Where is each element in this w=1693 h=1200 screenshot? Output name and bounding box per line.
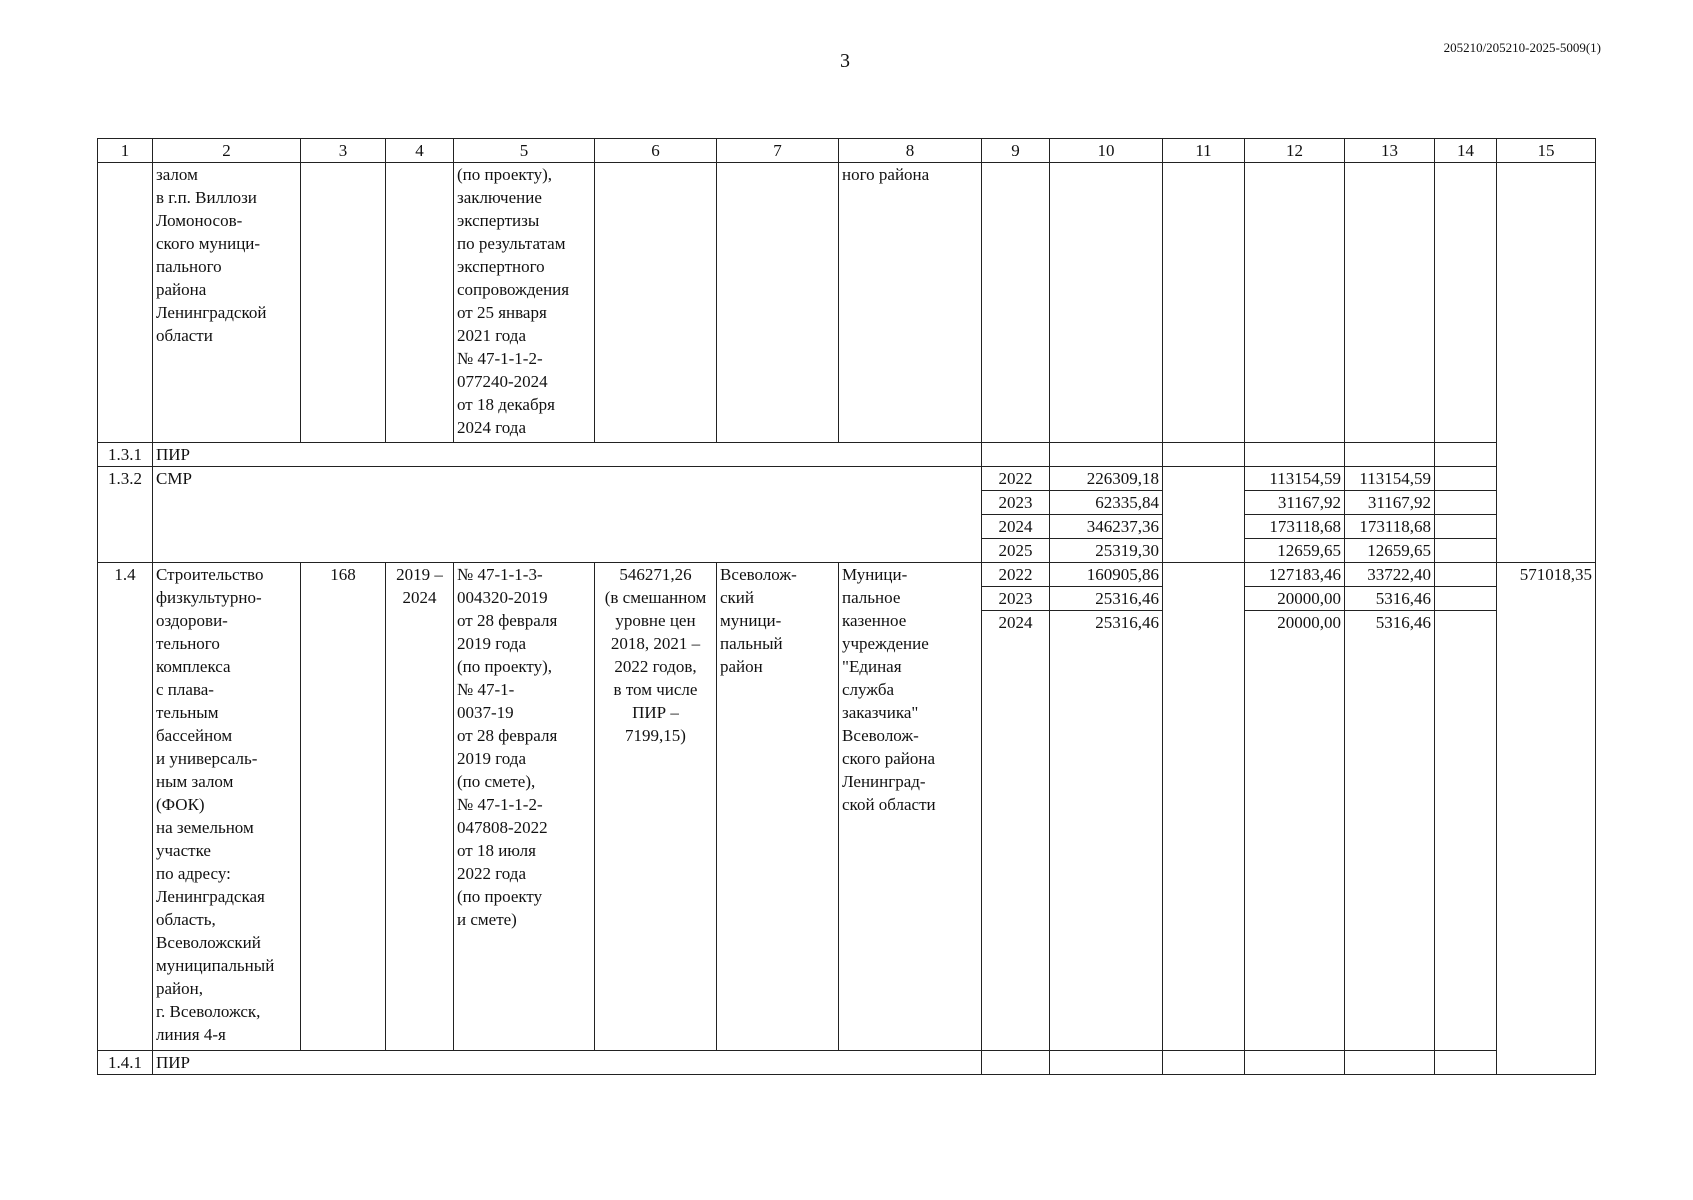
continuation-row	[98, 163, 1596, 443]
customer-cell: Муници- пальное казенное учреждение "Единая служба заказчика" Всеволож- ского района Ленинград- ской области	[839, 563, 982, 1051]
cell-empty	[1435, 163, 1497, 443]
cell-empty	[1050, 163, 1163, 443]
cell-empty	[1435, 611, 1497, 1051]
cell-empty	[595, 163, 717, 443]
row-1-3-2	[98, 467, 1596, 491]
header-cell: 6	[595, 139, 717, 163]
row-number: 1.3.1	[98, 443, 153, 467]
cell-empty	[1435, 467, 1497, 491]
header-cell: 3	[301, 139, 386, 163]
cell-empty	[1435, 539, 1497, 563]
cell-empty	[386, 163, 454, 443]
header-cell: 12	[1245, 139, 1345, 163]
local-budget-cell: 113154,59	[1345, 467, 1435, 491]
year-cell: 2024	[982, 515, 1050, 539]
row-label: ПИР	[153, 1051, 982, 1075]
cell-empty	[1163, 467, 1245, 563]
object-name-cont: залом в г.п. Виллози Ломоносов- ского муници- пального района Ленинградской области	[153, 163, 301, 443]
cell-empty	[1163, 1051, 1245, 1075]
total-cell: 346237,36	[1050, 515, 1163, 539]
year-cell: 2023	[982, 587, 1050, 611]
header-cell: 7	[717, 139, 839, 163]
cell-empty	[982, 443, 1050, 467]
cell-empty	[982, 163, 1050, 443]
total-cell: 25319,30	[1050, 539, 1163, 563]
cell-empty	[1435, 587, 1497, 611]
cell-empty	[1163, 563, 1245, 1051]
cell-empty	[1163, 443, 1245, 467]
cell-empty	[1345, 443, 1435, 467]
capacity-cell: 168	[301, 563, 386, 1051]
row-1-4-1	[98, 1051, 1596, 1075]
page-number: 3	[840, 50, 850, 72]
regional-budget-cell: 20000,00	[1245, 587, 1345, 611]
cell-empty	[1435, 1051, 1497, 1075]
header-cell: 10	[1050, 139, 1163, 163]
regional-budget-cell: 31167,92	[1245, 491, 1345, 515]
expertise-cell: № 47-1-1-3- 004320-2019 от 28 февраля 2019 года (по проекту), № 47-1- 0037-19 от 28 февраля 2019 года (по смете), № 47-1-1-2- 047808-2022 от 18 июля 2022 года (по проекту и смете)	[454, 563, 595, 1051]
header-cell: 13	[1345, 139, 1435, 163]
local-budget-cell: 5316,46	[1345, 611, 1435, 1051]
regional-budget-cell: 20000,00	[1245, 611, 1345, 1051]
cell-empty	[982, 1051, 1050, 1075]
cell-empty	[1245, 163, 1345, 443]
row-1-4	[98, 563, 1596, 587]
header-cell: 9	[982, 139, 1050, 163]
cell-empty	[1435, 443, 1497, 467]
cell-empty	[717, 163, 839, 443]
remaining-cost-cell: 571018,35	[1497, 563, 1596, 1075]
cell-empty	[1050, 443, 1163, 467]
row-label: ПИР	[153, 443, 982, 467]
header-cell: 8	[839, 139, 982, 163]
expertise-cont: (по проекту), заключение экспертизы по результатам экспертного сопровождения от 25 января 2021 года № 47-1-1-2- 077240-2024 от 18 декабря 2024 года	[454, 163, 595, 443]
customer-cont: ного района	[839, 163, 982, 443]
year-cell: 2023	[982, 491, 1050, 515]
year-cell: 2022	[982, 563, 1050, 587]
row-number: 1.3.2	[98, 467, 153, 563]
total-cell: 160905,86	[1050, 563, 1163, 587]
financing-table	[97, 138, 1596, 1075]
row-number: 1.4.1	[98, 1051, 153, 1075]
cell-empty	[98, 163, 153, 443]
header-cell: 14	[1435, 139, 1497, 163]
year-cell: 2025	[982, 539, 1050, 563]
regional-budget-cell: 12659,65	[1245, 539, 1345, 563]
cell-empty	[1163, 163, 1245, 443]
row-label: СМР	[153, 467, 982, 563]
local-budget-cell: 33722,40	[1345, 563, 1435, 587]
row-1-3-1	[98, 443, 1596, 467]
object-name: Строительство физкультурно- оздорови- тельного комплекса с плава- тельным бассейном и универсаль- ным залом (ФОК) на земельном участке по адресу: Ленинградская область, Всеволожский муниципальный район, г. Всеволожск, линия 4-я	[153, 563, 301, 1051]
local-budget-cell: 12659,65	[1345, 539, 1435, 563]
cell-empty	[1050, 1051, 1163, 1075]
local-budget-cell: 5316,46	[1345, 587, 1435, 611]
year-cell: 2024	[982, 611, 1050, 1051]
cell-empty	[1435, 515, 1497, 539]
local-budget-cell: 173118,68	[1345, 515, 1435, 539]
cell-empty	[301, 163, 386, 443]
cell-empty	[1345, 163, 1435, 443]
regional-budget-cell: 173118,68	[1245, 515, 1345, 539]
municipality-cell: Всеволож- ский муници- пальный район	[717, 563, 839, 1051]
period-cell: 2019 – 2024	[386, 563, 454, 1051]
cell-empty	[1497, 163, 1596, 563]
cell-empty	[1245, 1051, 1345, 1075]
document-id: 205210/205210-2025-5009(1)	[1443, 40, 1601, 55]
header-cell: 1	[98, 139, 153, 163]
cell-empty	[1245, 443, 1345, 467]
total-cell: 62335,84	[1050, 491, 1163, 515]
header-row	[98, 139, 1596, 163]
total-cell: 25316,46	[1050, 587, 1163, 611]
header-cell: 2	[153, 139, 301, 163]
header-cell: 11	[1163, 139, 1245, 163]
year-cell: 2022	[982, 467, 1050, 491]
total-cell: 226309,18	[1050, 467, 1163, 491]
regional-budget-cell: 113154,59	[1245, 467, 1345, 491]
regional-budget-cell: 127183,46	[1245, 563, 1345, 587]
cell-empty	[1435, 563, 1497, 587]
header-cell: 15	[1497, 139, 1596, 163]
header-cell: 5	[454, 139, 595, 163]
cell-empty	[1345, 1051, 1435, 1075]
local-budget-cell: 31167,92	[1345, 491, 1435, 515]
header-cell: 4	[386, 139, 454, 163]
row-number: 1.4	[98, 563, 153, 1051]
cell-empty	[1435, 491, 1497, 515]
estimated-cost-cell: 546271,26 (в смешанном уровне цен 2018, 2021 – 2022 годов, в том числе ПИР – 7199,15)	[595, 563, 717, 1051]
total-cell: 25316,46	[1050, 611, 1163, 1051]
